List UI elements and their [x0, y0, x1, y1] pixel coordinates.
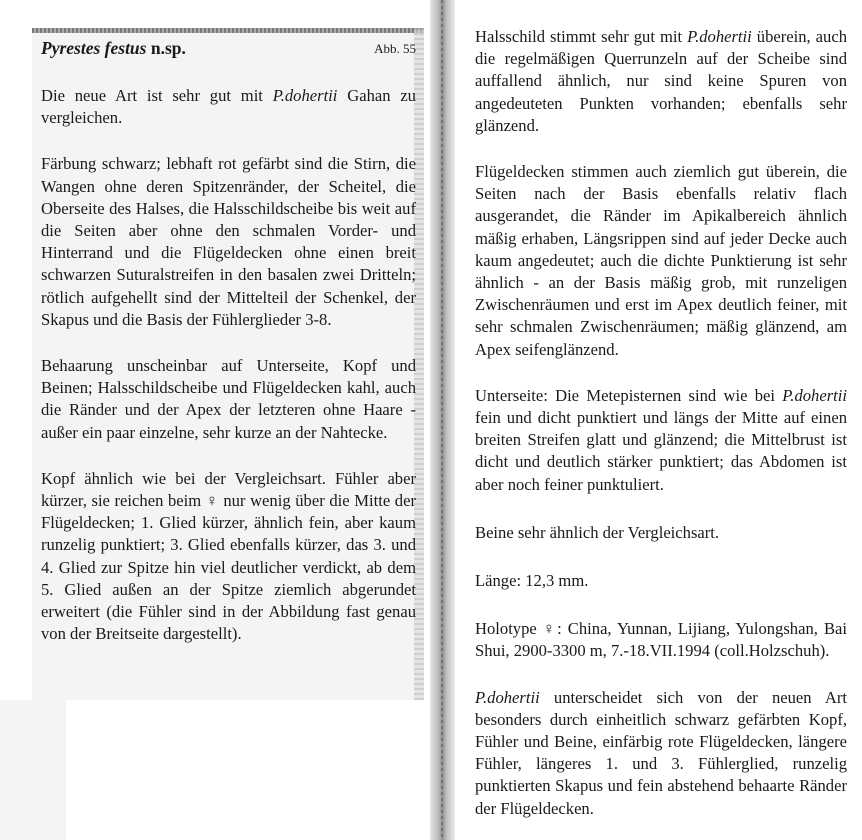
underside-text-end: fein und dicht punktiert und längs der Mitte auf einen breiten Streifen glatt und glänzend; die Mittelbrust ist dicht und deutlich stärker punktiert; das Abdomen ist aber noch feiner punktuliert.	[475, 408, 847, 494]
right-page	[455, 0, 862, 840]
left-margin-strip	[0, 700, 66, 840]
species-name: Pyrestes festus	[41, 38, 147, 58]
left-page	[0, 0, 430, 840]
elytra-paragraph: Flügeldecken stimmen auch ziemlich gut überein, die Seiten nach der Basis ebenfalls relativ flach ausgerandet, die Ränder im Apikalbereich ähnlich mäßig erhaben, Längsrippen sind auf jeder Decke auch kaum angedeutet; auch die dichte Punktierung ist sehr ähnlich - an der Basis mäßig grob, mit runzeligen Zwischenräumen und erst im Apex deutlich feiner, mit sehr schmalen Zwischenräumen; mäßig glänzend, am Apex seifenglänzend.	[475, 162, 847, 359]
article-header	[41, 37, 416, 65]
pubescence-paragraph: Behaarung unscheinbar auf Unterseite, Kopf und Beinen; Halsschildscheibe und Flügeldecken kahl, auch die Ränder und der Apex der letzteren ohne Haare - außer ein paar einzelne, sehr kurze an der Nahtecke.	[41, 356, 416, 442]
comparison-paragraph	[475, 687, 847, 820]
head-antennae-paragraph: Kopf ähnlich wie bei der Vergleichsart. Fühler aber kürzer, sie reichen beim ♀ nur wenig über die Mitte der Flügeldecken; 1. Glied kürzer, ähnlich fein, aber kaum runzelig punktiert; 3. Glied ebenfalls kürzer, das 3. und 4. Glied zur Spitze hin viel deutlicher verdickt, ab dem 5. Glied außen an der Spitze ziemlich abgerundet erweitert (die Fühler sind in der Abbildung fast genau von der Breitseite dargestellt).	[41, 468, 416, 644]
underside-paragraph	[475, 385, 847, 496]
pronotum-text-start: Halsschild stimmt sehr gut mit	[475, 27, 688, 46]
article-title	[41, 37, 186, 59]
intro-text-start: Die neue Art ist sehr gut mit	[41, 86, 273, 105]
book-gutter	[430, 0, 455, 840]
pronotum-text-end: überein, auch die regelmäßigen Querrunzeln auf der Scheibe sind auffallend ähnlich, nur sind keine Spuren von angedeuteten Punkten vorhanden; ebenfalls sehr glänzend.	[475, 27, 847, 135]
legs-paragraph: Beine sehr ähnlich der Vergleichsart.	[475, 522, 720, 542]
intro-species: P.dohertii	[272, 86, 338, 105]
underside-species: P.dohertii	[782, 385, 847, 405]
comparison-text: unterscheidet sich von der neuen Art besonders durch einheitlich schwarz gefärbten Kopf, Fühler und Beine, einfärbig rote Flügeldecken, längere Fühler, längeres 1. und 3. Fühlerglied, runzelig punktierten Skapus und fein abstehend behaarte Ränder der Flügeldecken.	[475, 687, 847, 818]
header-rule	[32, 28, 424, 33]
pronotum-species: P.dohertii	[687, 27, 752, 46]
species-suffix: n.sp.	[146, 38, 186, 58]
underside-text-start: Unterseite: Die Metepisternen sind wie bei	[475, 385, 783, 405]
pronotum-paragraph	[475, 26, 847, 137]
intro-paragraph	[41, 85, 416, 129]
right-column	[475, 26, 847, 820]
comparison-species: P.dohertii	[475, 687, 540, 707]
figure-reference: Abb. 55	[374, 41, 416, 56]
holotype-paragraph: Holotype ♀: China, Yunnan, Lijiang, Yulongshan, Bai Shui, 2900-3300 m, 7.-18.VII.1994 (coll.Holzschuh).	[475, 619, 847, 661]
left-column	[41, 37, 416, 645]
intro-text-end: Gahan zu vergleichen.	[41, 86, 416, 128]
coloration-paragraph: Färbung schwarz; lebhaft rot gefärbt sind die Stirn, die Wangen ohne deren Spitzenränder, der Scheitel, die Oberseite des Halses, die Halsschildscheibe bis weit auf die Seiten aber ohne den schmalen Vorder- und Hinterrand und die Flügeldecken ohne einen breit schwarzen Suturalstreifen in den basalen zwei Dritteln; rötlich aufgehellt sind der Mittelteil der Schenkel, der Skapus und die Basis der Fühlerglieder 3-8.	[41, 154, 416, 329]
length-paragraph: Länge: 12,3 mm.	[475, 571, 589, 591]
